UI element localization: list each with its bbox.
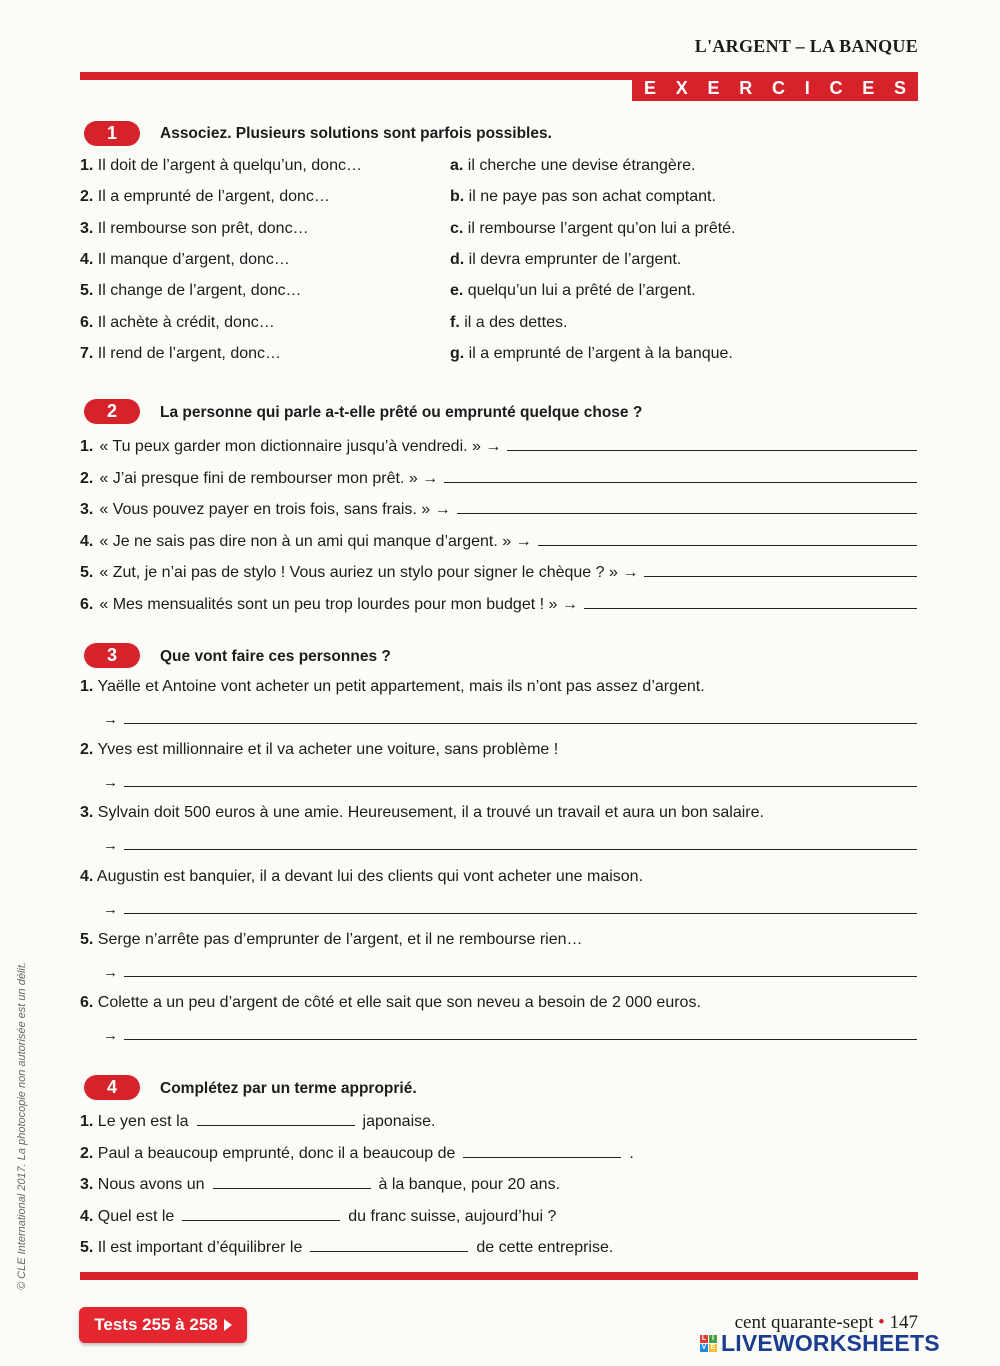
match-item-left [80,345,281,363]
match-item-right [450,220,736,238]
item-number: 1. [80,438,94,455]
sentence-start: Le yen est la [97,1113,189,1130]
fill-blank[interactable] [197,1111,355,1126]
exercise-title-4: Complétez par un terme approprié. [160,1080,417,1097]
match-item-right [450,345,733,363]
item-letter: g. [450,344,465,362]
exercise-badge-2: 2 [84,399,140,424]
logo-square: L [701,1335,707,1342]
item-text: « Je ne sais pas dire non à un ami qui manque d’argent. » → [99,532,532,550]
item-text: Il rembourse son prêt, donc… [97,219,309,237]
arrow-icon: → [103,1027,118,1044]
sentence-end: de cette entreprise. [476,1239,614,1256]
answer-row [103,1025,917,1044]
item-number: 3. [80,804,94,822]
answer-row [103,709,917,728]
item-number: 4. [80,532,94,550]
item-letter: e. [450,282,464,300]
quote-item [80,531,917,551]
match-item-left [80,220,309,238]
play-arrow-icon [224,1319,232,1331]
match-item-left [80,314,275,332]
exercise-title-3: Que vont faire ces personnes ? [160,648,391,665]
tests-link-label: Tests 255 à 258 [94,1315,218,1334]
match-item-left [80,251,290,269]
item-text: Yves est millionnaire et il va acheter une voiture, sans problème ! [97,741,559,759]
situation-item [80,994,701,1012]
page-number-digits: 147 [889,1312,918,1333]
match-item-left [80,157,362,175]
section-banner-letter: C [771,77,785,98]
answer-blank[interactable] [124,899,917,914]
logo-square: E [710,1344,716,1351]
item-number: 1. [80,157,94,174]
item-text: Il a emprunté de l’argent, donc… [97,188,330,206]
item-text: il cherche une devise étrangère. [467,157,696,174]
section-banner-letter: X [675,77,688,98]
situation-item [80,931,583,949]
match-item-right [450,314,567,332]
arrow-icon: → [103,900,118,918]
item-number: 7. [80,344,94,362]
match-item-right [450,157,696,175]
section-banner-letter: E [862,77,875,98]
fill-in-item [80,1174,560,1194]
item-text: il devra emprunter de l’argent. [468,250,682,268]
answer-blank[interactable] [124,709,917,724]
quote-item [80,436,917,456]
answer-row [103,962,917,981]
item-text: Il manque d’argent, donc… [97,250,290,268]
item-text: il ne paye pas son achat comptant. [468,188,716,206]
arrow-icon: → [103,837,118,855]
answer-blank[interactable] [457,499,917,514]
item-text: « Mes mensualités sont un peu trop lourdes pour mon budget ! » → [99,595,578,613]
logo-square: V [701,1344,707,1351]
exercise-title-2: La personne qui parle a-t-elle prêté ou emprunté quelque chose ? [160,404,643,421]
answer-blank[interactable] [124,835,917,850]
item-text: Serge n’arrête pas d’emprunter de l’argent, et il ne rembourse rien… [97,930,583,948]
item-text: « Zut, je n’ai pas de stylo ! Vous auriez un stylo pour signer le chèque ? » → [99,564,639,581]
page-dot: • [878,1312,885,1333]
item-number: 6. [80,595,94,613]
situation-item [80,741,558,759]
liveworksheets-brand: LIVEWORKSHEETS [721,1330,940,1356]
situation-item [80,804,764,822]
item-text: il a des dettes. [464,313,568,331]
arrow-icon: → [103,711,118,728]
item-text: Colette a un peu d’argent de côté et elle sait que son neveu a besoin de 2 000 euros. [97,994,701,1011]
item-number: 5. [80,1239,94,1256]
item-letter: f. [450,313,460,331]
item-number: 4. [80,867,94,885]
item-text: il rembourse l’argent qu’on lui a prêté. [467,219,736,237]
situation-item [80,678,705,696]
item-letter: d. [450,250,465,268]
section-banner-letter: E [707,77,720,98]
chapter-title: L'ARGENT – LA BANQUE [694,36,918,56]
item-text: « Tu peux garder mon dictionnaire jusqu’à vendredi. » → [99,438,502,455]
item-text: « Vous pouvez payer en trois fois, sans frais. » → [99,501,451,518]
sentence-start: Quel est le [97,1207,175,1225]
answer-blank[interactable] [124,1025,917,1040]
page-number-words: cent quarante-sept [734,1312,874,1333]
item-text: Il change de l’argent, donc… [97,282,302,300]
fill-blank[interactable] [463,1143,621,1158]
item-text: Augustin est banquier, il a devant lui des clients qui vont acheter une maison. [96,867,644,885]
section-banner-letter: I [804,77,810,98]
arrow-icon: → [103,774,118,792]
logo-square: I [709,1335,717,1343]
item-number: 5. [80,282,94,300]
answer-blank[interactable] [538,531,917,546]
fill-blank[interactable] [213,1174,371,1189]
item-number: 2. [80,469,94,487]
copyright-notice: © CLE International 2017. La photocopie non autorisée est un délit. [16,962,28,1290]
item-number: 4. [80,250,94,268]
match-item-left [80,188,330,206]
fill-in-item [80,1111,435,1131]
section-banner-letter: E [644,77,657,98]
quote-item [80,499,917,519]
answer-row [103,899,917,918]
item-number: 4. [80,1207,94,1225]
quote-item [80,468,917,488]
sentence-start: Nous avons un [97,1176,205,1193]
item-number: 1. [80,678,94,695]
exercise-badge-4: 4 [84,1075,140,1100]
item-number: 3. [80,219,94,237]
sentence-end: japonaise. [362,1113,436,1130]
match-item-left [80,282,301,300]
quote-item [80,562,917,582]
liveworksheets-logo [700,1330,940,1357]
item-number: 5. [80,564,94,581]
answer-blank[interactable] [124,772,917,787]
fill-in-item [80,1206,556,1226]
item-text: « J’ai presque fini de rembourser mon prêt. » → [99,469,439,487]
footer-rule [80,1272,918,1280]
fill-in-item [80,1237,613,1257]
item-number: 6. [80,313,94,331]
tests-link-button[interactable] [79,1307,247,1343]
sentence-end: à la banque, pour 20 ans. [378,1176,561,1193]
fill-in-item [80,1143,634,1163]
liveworksheets-logo-icon [700,1335,717,1352]
item-text: Sylvain doit 500 euros à une amie. Heureusement, il a trouvé un travail et aura un bon salaire. [97,804,764,822]
item-number: 3. [80,1176,94,1193]
answer-blank[interactable] [444,468,917,483]
match-item-right [450,251,681,269]
item-letter: c. [450,219,464,237]
item-text: quelqu’un lui a prêté de l’argent. [467,282,696,300]
exercise-badge-1: 1 [84,121,140,146]
sentence-end: du franc suisse, aujourd’hui ? [348,1207,557,1225]
item-number: 3. [80,501,94,518]
item-number: 5. [80,930,94,948]
item-text: Il doit de l’argent à quelqu’un, donc… [97,157,362,174]
answer-row [103,835,917,854]
item-text: il a emprunté de l’argent à la banque. [468,344,733,362]
sentence-start: Il est important d’équilibrer le [97,1239,303,1256]
section-banner [632,75,918,101]
answer-row [103,772,917,791]
item-number: 2. [80,188,94,206]
section-banner-letter: C [829,77,843,98]
item-number: 1. [80,1113,94,1130]
answer-blank[interactable] [584,594,917,609]
sentence-end: . [629,1144,634,1162]
situation-item [80,868,643,886]
item-text: Il rend de l’argent, donc… [97,344,282,362]
sentence-start: Paul a beaucoup emprunté, donc il a beaucoup de [97,1144,456,1162]
item-number: 6. [80,994,94,1011]
item-text: Yaëlle et Antoine vont acheter un petit appartement, mais ils n’ont pas assez d’argent. [97,678,705,695]
answer-blank[interactable] [644,562,917,577]
item-letter: b. [450,188,465,206]
exercise-title-1: Associez. Plusieurs solutions sont parfois possibles. [160,125,552,142]
exercise-badge-3: 3 [84,643,140,668]
answer-blank[interactable] [124,962,917,977]
match-item-right [450,188,716,206]
section-banner-letter: R [739,77,753,98]
answer-blank[interactable] [507,436,917,451]
match-item-right [450,282,696,300]
item-letter: a. [450,157,464,174]
arrow-icon: → [103,963,118,981]
section-banner-letter: S [893,77,906,98]
item-text: Il achète à crédit, donc… [97,313,275,331]
fill-blank[interactable] [310,1237,468,1252]
fill-blank[interactable] [182,1206,340,1221]
quote-item [80,594,917,614]
item-number: 2. [80,1144,94,1162]
item-number: 2. [80,741,94,759]
